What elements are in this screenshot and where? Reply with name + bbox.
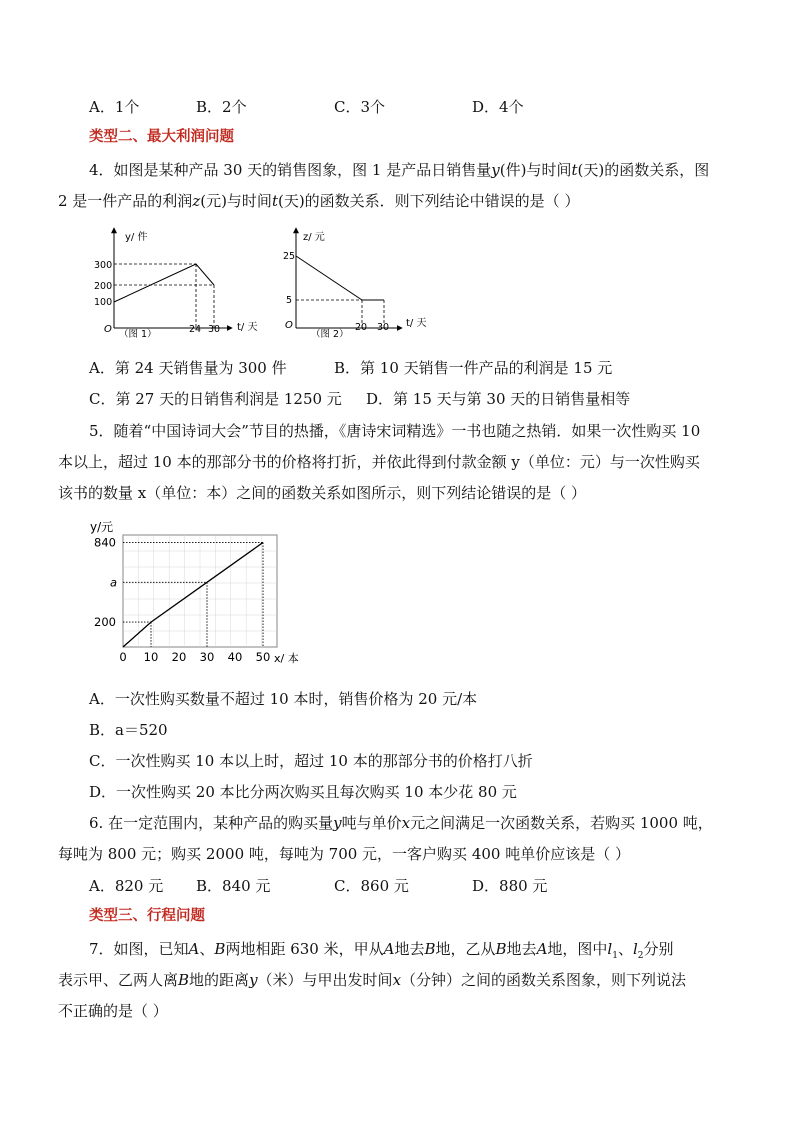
q6-option-d: D．880 元 bbox=[472, 877, 548, 895]
q6-option-b: B．840 元 bbox=[196, 877, 271, 895]
q3-option-a: A．1个 bbox=[89, 98, 140, 116]
q4-option-a: A．第 24 天销售量为 300 件 bbox=[89, 359, 287, 377]
chart3-xtick-label: 40 bbox=[227, 650, 243, 664]
chart2-ytick-5: 5 bbox=[286, 295, 293, 306]
chart3-ylabel: y/元 bbox=[90, 520, 114, 534]
chart3-ytick-label: a bbox=[110, 575, 118, 590]
section2-title: 类型二、最大利润问题 bbox=[89, 129, 234, 145]
chart2-origin: O bbox=[285, 320, 293, 331]
q5-stem-line2: 本以上，超过 10 本的那部分书的价格将打折，并依此得到付款金额 y（单位：元）与一次性购买 bbox=[58, 453, 700, 471]
chart2-ytick-25: 25 bbox=[283, 251, 296, 262]
q6-stem-line1: 6. 在一定范围内，某种产品的购买量y吨与单价x元之间满足一次函数关系，若购买 1000 吨， bbox=[89, 814, 713, 832]
chart3-ytick-label: 840 bbox=[94, 535, 116, 550]
q3-option-c: C．3个 bbox=[334, 98, 386, 116]
q4-option-d: D．第 15 天与第 30 天的日销售量相等 bbox=[366, 390, 631, 408]
q4-option-b: B．第 10 天销售一件产品的利润是 15 元 bbox=[334, 359, 613, 377]
chart1-origin: O bbox=[104, 324, 112, 335]
q5-option-a: A．一次性购买数量不超过 10 本时，销售价格为 20 元/本 bbox=[89, 690, 478, 708]
q6-stem-line2: 每吨为 800 元；购买 2000 吨，每吨为 700 元，一客户购买 400 吨单价应该是（ ） bbox=[58, 845, 630, 863]
q5-stem-line3: 该书的数量 x（单位：本）之间的函数关系如图所示，则下列结论错误的是（ ） bbox=[58, 484, 586, 502]
chart3-xtick-label: 30 bbox=[199, 650, 215, 664]
chart3-price-graph bbox=[86, 515, 316, 675]
q5-option-c: C．一次性购买 10 本以上时，超过 10 本的那部分书的价格打八折 bbox=[89, 752, 533, 770]
q5-stem-line1: 5．随着“中国诗词大会”节目的热播，《唐诗宋词精选》一书也随之热销．如果一次性购买 10 bbox=[89, 422, 701, 440]
chart3-xtick-label: 10 bbox=[143, 650, 159, 664]
q5-option-d: D．一次性购买 20 本比分两次购买且每次购买 10 本少花 80 元 bbox=[89, 783, 517, 801]
chart1-series-line bbox=[114, 264, 214, 302]
q4-option-c: C．第 27 天的日销售利润是 1250 元 bbox=[89, 390, 342, 408]
chart2-ylabel: z/ 元 bbox=[303, 232, 325, 243]
q6-option-c: C．860 元 bbox=[334, 877, 409, 895]
chart3-ytick-label: 200 bbox=[94, 615, 116, 630]
q7-stem-line3: 不正确的是（ ） bbox=[58, 1002, 168, 1020]
chart1-title: （图 1） bbox=[119, 329, 157, 340]
q7-stem-line2: 表示甲、乙两人离B地的距离y（米）与甲出发时间x（分钟）之间的函数关系图象，则下列说法 bbox=[58, 971, 687, 989]
chart2-profit-graph bbox=[282, 222, 442, 342]
chart3-xlabel: x/ 本 bbox=[274, 652, 299, 665]
q4-stem-line1: 4．如图是某种产品 30 天的销售图象，图 1 是产品日销售量y(件)与时间t(天)的函数关系，图 bbox=[89, 161, 710, 179]
chart2-xtick-20: 20 bbox=[355, 322, 368, 333]
chart1-sales-graph bbox=[92, 222, 272, 342]
chart2-title: （图 2） bbox=[311, 329, 349, 340]
q3-option-d: D．4个 bbox=[472, 98, 524, 116]
chart1-xtick-30: 30 bbox=[208, 324, 221, 335]
chart1-ylabel: y/ 件 bbox=[125, 232, 148, 243]
chart3-xtick-label: 20 bbox=[171, 650, 187, 664]
q3-option-b: B．2个 bbox=[196, 98, 247, 116]
chart1-ytick-200: 200 bbox=[94, 281, 113, 292]
q6-option-a: A．820 元 bbox=[89, 877, 164, 895]
q7-stem-line1: 7．如图，已知A、B两地相距 630 米，甲从A地去B地，乙从B地去A地，图中$l_1$、$l_2$分别 bbox=[89, 940, 674, 961]
q4-stem-line2: 2 是一件产品的利润z(元)与时间t(天)的函数关系．则下列结论中错误的是（ ） bbox=[58, 192, 580, 210]
chart1-xtick-24: 24 bbox=[189, 324, 202, 335]
chart1-ytick-300: 300 bbox=[94, 260, 113, 271]
q5-option-b: B．a＝520 bbox=[89, 721, 168, 739]
chart1-xlabel: t/ 天 bbox=[237, 322, 258, 333]
chart2-xtick-30: 30 bbox=[377, 322, 390, 333]
chart3-xtick-label: 50 bbox=[255, 650, 271, 664]
section3-title: 类型三、行程问题 bbox=[89, 908, 205, 924]
chart1-ytick-100: 100 bbox=[94, 297, 113, 308]
chart2-xlabel: t/ 天 bbox=[406, 318, 427, 329]
chart3-xtick-label: 0 bbox=[119, 650, 127, 664]
chart2-series-line bbox=[296, 256, 384, 300]
chart3-series-line bbox=[123, 542, 263, 647]
